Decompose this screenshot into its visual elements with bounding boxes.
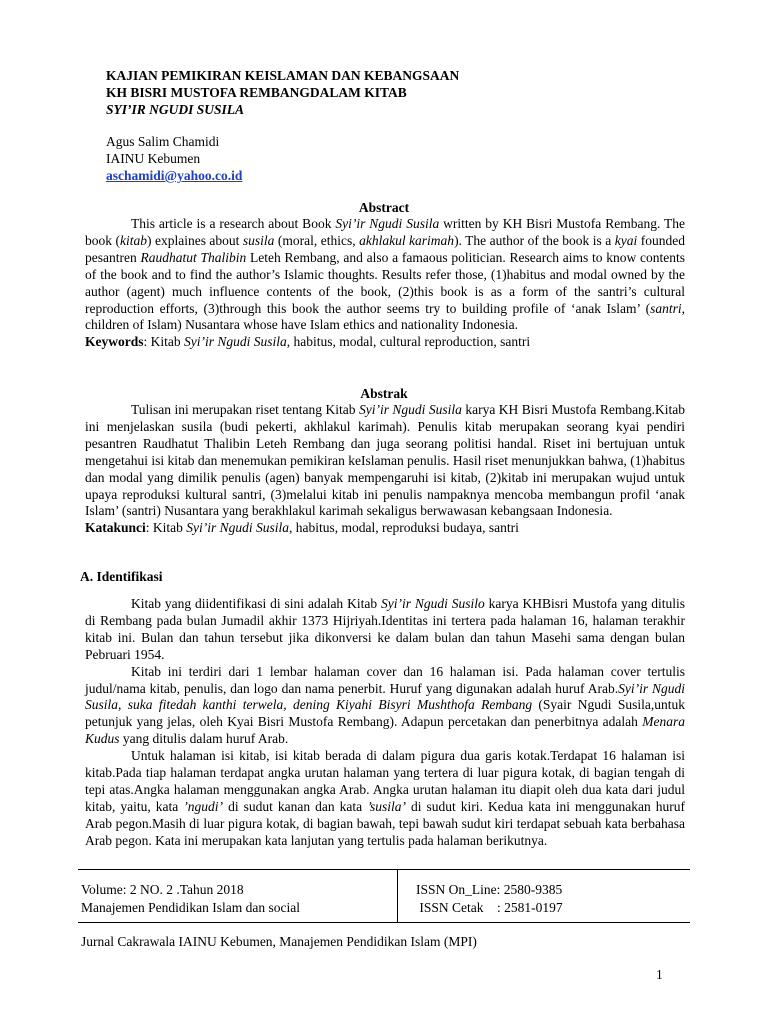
section-heading-identifikasi: A. Identifikasi: [80, 569, 163, 584]
body-paragraph-2: Kitab ini terdiri dari 1 lembar halaman cover dan 16 halaman isi. Pada halaman cover tertulis judul/nama kitab, penulis, dan logo dan nama penerbit. Huruf yang digunakan adalah huruf Arab.Syi’ir Ngudi Susila, suka fitedah kanthi terwela, dening Kiyahi Bisyri Mushthofa Rembang (Syair Ngudi Susila,untuk petunjuk yang jelas, oleh Kyai Bisri Mustofa Rembang). Adapun percetakan dan penerbitnya adalah Menara Kudus yang ditulis dalam huruf Arab.: [85, 663, 685, 747]
journal-name: Jurnal Cakrawala IAINU Kebumen, Manajemen Pendidikan Islam (MPI): [81, 934, 477, 949]
footer-volume: Volume: 2 NO. 2 .Tahun 2018: [81, 882, 244, 897]
body-paragraph-3: Untuk halaman isi kitab, isi kitab berada di dalam pigura dua garis kotak.Terdapat 16 halaman isi kitab.Pada tiap halaman terdapat angka urutan halaman yang tertera di luar pigura kotak, di bagian tengah di tepi atas.Angka halaman menggunakan angka Arab. Angka urutan halaman itu diapit oleh dua kata dari judul kitab, yaitu, kata ’ngudi’ di sudut kanan dan kata ’susila’ di sudut kiri. Kedua kata ini menggunakan huruf Arab pegon.Masih di luar pigura kotak, di bagian bawah, tepi bawah sudut kiri terdapat sebuah kata berbahasa Arab pegon. Kata ini merupakan kata lanjutan yang tertulis pada halaman berikutnya.: [85, 748, 685, 848]
footer-top-rule: [78, 869, 690, 870]
author-email-link[interactable]: aschamidi@yahoo.co.id: [106, 168, 243, 183]
identifikasi-body: [85, 596, 685, 850]
footer-issn-print: ISSN Cetak : 2581-0197: [416, 899, 563, 915]
footer-issn-online: ISSN On_Line: 2580-9385: [416, 882, 563, 897]
title-line-2: KH BISRI MUSTOFA REMBANGDALAM KITAB: [106, 85, 407, 100]
author-affiliation: IAINU Kebumen: [106, 151, 201, 166]
abstrak-paragraph: Tulisan ini merupakan riset tentang Kitab Syi’ir Ngudi Susila karya KH Bisri Mustofa Rembang.Kitab ini menjelaskan susila (budi pekerti, akhlakul karimah). Penulis kitab merupakan seorang kyai pendiri pesantren Raudhatut Thalibin Leteh Rembang dan juga seorang politisi handal. Riset ini bertujuan untuk mengetahui isi kitab dan menemukan pemikiran keIslaman penulis. Hasil riset menunjukkan bahwa, (1)habitus dan modal yang dimilik penulis (agen) banyak mempengaruhi isi kitab, (2)kitab ini merupakan wujud untuk upaya reproduksi kultural santri, (3)melalui kitab ini penulis nampaknya mencoba membangun profil ‘anak Islam’ (santri) Nusantara yang berakhlakul karimah sekaligus berwawasan kebangsaan Indonesia.: [85, 402, 685, 519]
author-name: Agus Salim Chamidi: [106, 134, 220, 149]
title-line-3: SYI’IR NGUDI SUSILA: [106, 102, 245, 117]
body-paragraph-1: Kitab yang diidentifikasi di sini adalah Kitab Syi’ir Ngudi Susilo karya KHBisri Mustofa yang ditulis di Rembang pada bulan Jumadil akhir 1373 Hijriyah.Identitas ini tertera pada halaman 16, halaman terakhir kitab ini. Bulan dan tahun tersebut jika dikonversi ke dalam bulan dan tahun Masehi sama dengan bulan Pebruari 1954.: [85, 596, 685, 662]
abstract-paragraph: This article is a research about Book Syi’ir Ngudi Susila written by KH Bisri Mustofa Rembang. The book (kitab) explaines about susila (moral, ethics, akhlakul karimah). The author of the book is a kyai founded pesantren Raudhatut Thalibin Leteh Rembang, and also a famaous politician. Research aims to know contents of the book and to find the author’s Islamic thoughts. Results refer those, (1)habitus and modal owned by the author (agent) much influence contents of the book, (2)this book is as a form of the santri’s cultural reproduction efforts, (3)through this book the author seems try to building profile of ‘anak Islam’ (santri, children of Islam) Nusantara whose have Islam ethics and nationality Indonesia.: [85, 216, 685, 333]
abstrak-heading: Abstrak: [360, 386, 408, 401]
footer-right: [416, 881, 563, 916]
page-number: 1: [656, 967, 663, 982]
abstract-body: [85, 216, 685, 351]
author-block: [106, 133, 242, 184]
title-line-1: KAJIAN PEMIKIRAN KEISLAMAN DAN KEBANGSAAN: [106, 68, 460, 83]
katakunci-line: Katakunci: Kitab Syi’ir Ngudi Susila, habitus, modal, reproduksi budaya, santri: [85, 520, 519, 536]
footer-column-divider: [397, 869, 398, 923]
abstrak-body: [85, 402, 685, 537]
footer-program: Manajemen Pendidikan Islam dan social: [81, 899, 300, 915]
keywords-line: Keywords: Kitab Syi’ir Ngudi Susila, habitus, modal, cultural reproduction, santri: [85, 334, 531, 350]
footer-left: [81, 881, 300, 916]
footer-bottom-rule: [78, 922, 690, 923]
abstract-heading: Abstract: [358, 200, 410, 215]
paper-title: [106, 67, 459, 118]
